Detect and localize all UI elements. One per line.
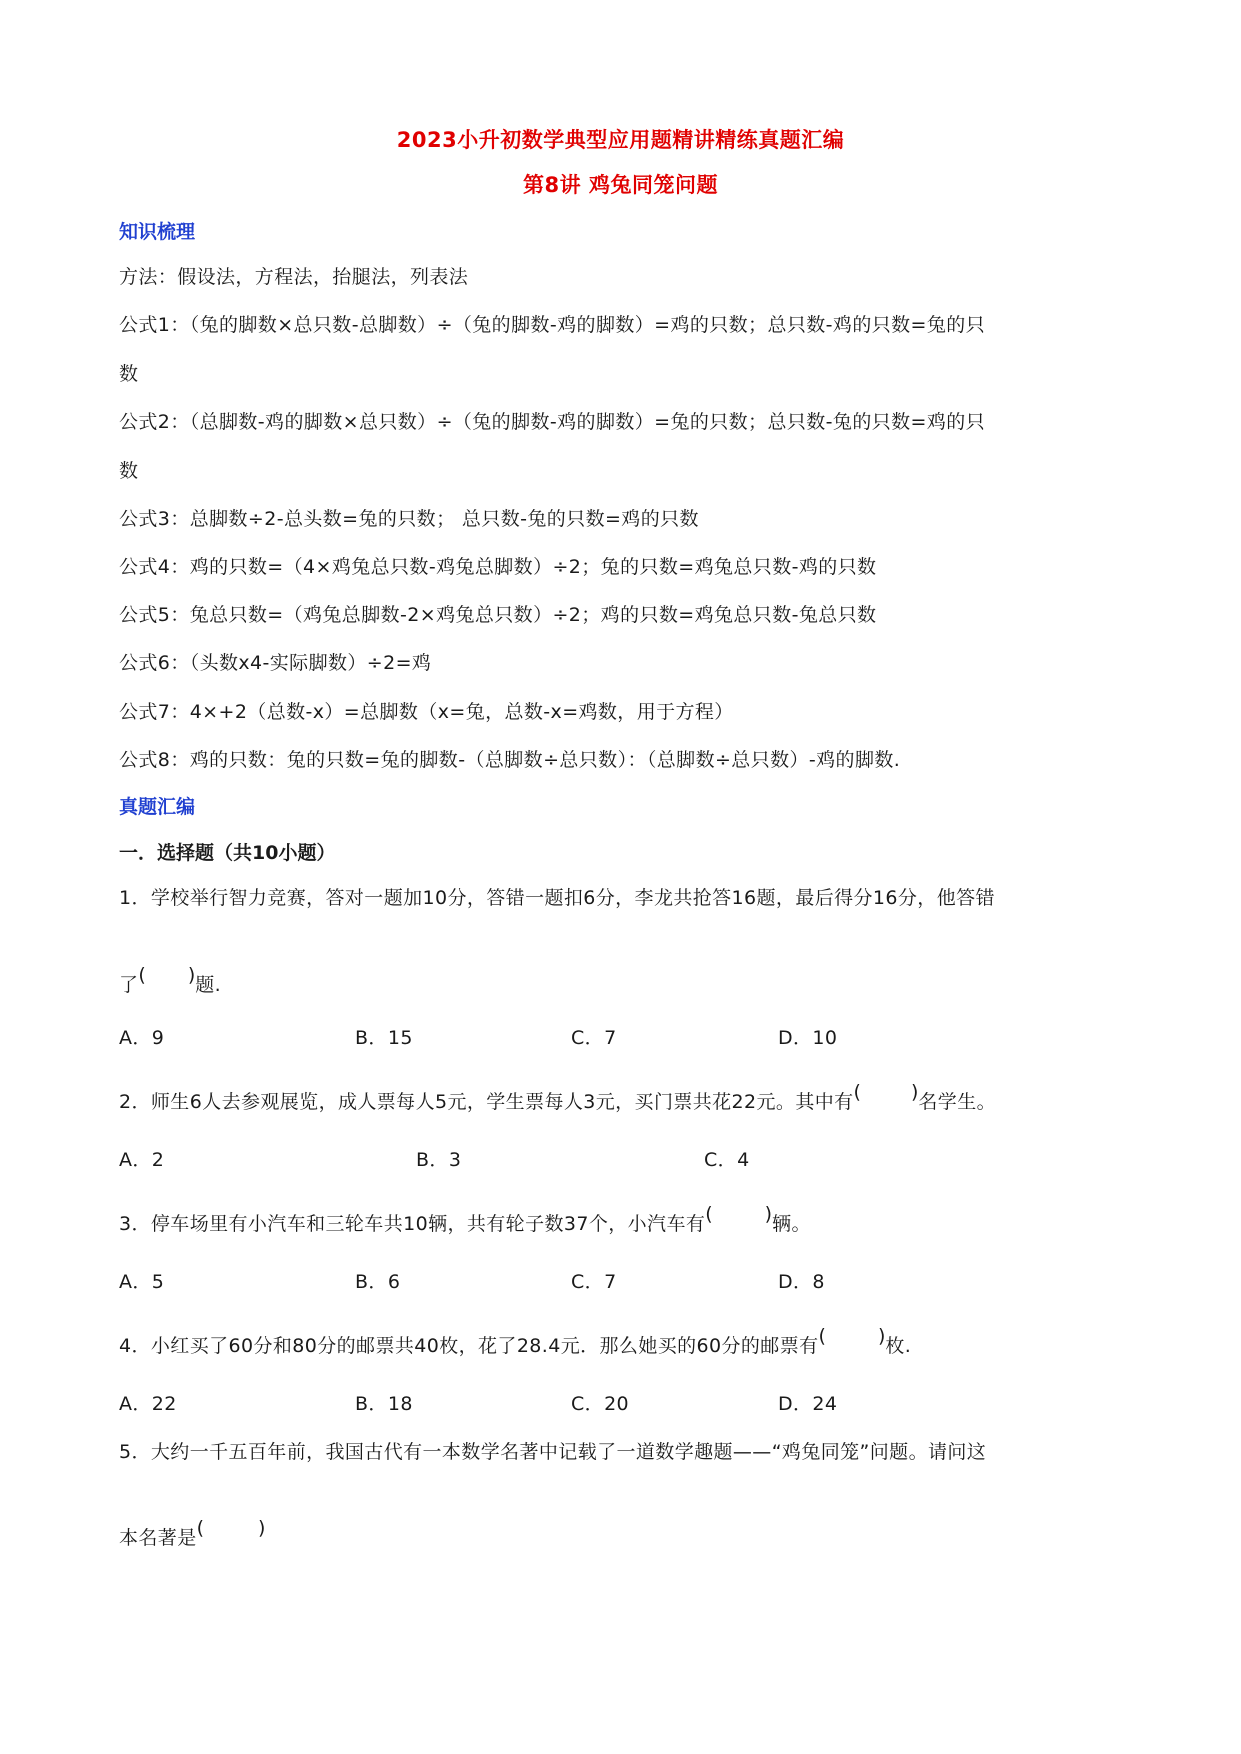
q3-option-c: C．7 [571, 1271, 617, 1293]
formula-5: 公式5：兔总只数=（鸡兔总脚数-2×鸡兔总只数）÷2；鸡的只数=鸡兔总只数-兔总只数 [119, 604, 877, 626]
knowledge-heading: 知识梳理 [119, 221, 196, 243]
question-5-text: 5．大约一千五百年前，我国古代有一本数学名著中记载了一道数学趣题——“鸡兔同笼”问题。请问这 [119, 1441, 987, 1463]
formula-1: 公式1：（兔的脚数×总只数-总脚数）÷（兔的脚数-鸡的脚数）=鸡的只数；总只数-鸡的只数=兔的只 [119, 314, 986, 336]
paren-open: ( [196, 1517, 205, 1539]
question-3-prefix: 3．停车场里有小汽车和三轮车共10辆，共有轮子数37个，小汽车有 [119, 1213, 706, 1235]
question-3-suffix: 辆。 [772, 1213, 811, 1235]
question-2-prefix: 2．师生6人去参观展览，成人票每人5元，学生票每人3元，买门票共花22元。其中有 [119, 1091, 854, 1113]
formula-1-continued: 数 [119, 363, 139, 385]
q1-option-a: A．9 [119, 1027, 165, 1049]
section-title: 一．选择题（共10小题） [119, 842, 336, 864]
question-1-text: 1．学校举行智力竞赛，答对一题加10分，答错一题扣6分，李龙共抢答16题，最后得分16分，他答错 [119, 887, 995, 909]
formula-2: 公式2：（总脚数-鸡的脚数×总只数）÷（兔的脚数-鸡的脚数）=兔的只数；总只数-兔的只数=鸡的只 [119, 411, 986, 433]
formula-7: 公式7：4×+2（总数-x）=总脚数（x=兔，总数-x=鸡数，用于方程） [119, 701, 734, 723]
formula-4: 公式4：鸡的只数=（4×鸡兔总只数-鸡兔总脚数）÷2；兔的只数=鸡兔总只数-鸡的只数 [119, 556, 877, 578]
question-4-prefix: 4．小红买了60分和80分的邮票共40枚，花了28.4元．那么她买的60分的邮票有 [119, 1335, 819, 1357]
q3-option-b: B．6 [355, 1271, 401, 1293]
answer-blank [138, 964, 195, 986]
question-5-prefix: 本名著是 [119, 1527, 197, 1549]
question-4-suffix: 枚. [885, 1335, 912, 1357]
answer-blank [854, 1081, 919, 1103]
q2-option-c: C．4 [704, 1149, 750, 1171]
paren-open: ( [138, 964, 146, 986]
paren-open: ( [818, 1325, 826, 1347]
question-4-text [119, 1325, 912, 1358]
paren-open: ( [705, 1203, 713, 1225]
answer-blank [197, 1517, 266, 1539]
q4-option-b: B．18 [355, 1393, 413, 1415]
q1-option-c: C．7 [571, 1027, 617, 1049]
q4-option-d: D．24 [778, 1393, 838, 1415]
q4-option-a: A．22 [119, 1393, 177, 1415]
exam-heading: 真题汇编 [119, 796, 196, 818]
formula-6: 公式6：（头数x4-实际脚数）÷2=鸡 [119, 652, 432, 674]
q4-option-c: C．20 [571, 1393, 630, 1415]
q2-option-b: B．3 [416, 1149, 462, 1171]
paren-close: ) [877, 1325, 886, 1347]
lecture-subtitle: 第8讲 鸡兔同笼问题 [523, 173, 718, 197]
q1-option-b: B．15 [355, 1027, 413, 1049]
question-2-suffix: 名学生。 [918, 1091, 996, 1113]
q3-option-d: D．8 [778, 1271, 825, 1293]
question-1-continued [119, 964, 222, 997]
paren-close: ) [258, 1517, 266, 1539]
answer-blank [819, 1325, 886, 1347]
paren-close: ) [764, 1203, 773, 1225]
question-5-continued [119, 1517, 266, 1550]
paren-open: ( [853, 1081, 861, 1103]
answer-blank [705, 1203, 772, 1225]
paren-close: ) [187, 964, 196, 986]
formula-3: 公式3：总脚数÷2-总头数=兔的只数； 总只数-兔的只数=鸡的只数 [119, 508, 699, 530]
q3-option-a: A．5 [119, 1271, 165, 1293]
q1-option-d: D．10 [778, 1027, 838, 1049]
q2-option-a: A．2 [119, 1149, 165, 1171]
question-3-text [119, 1203, 811, 1236]
document-title: 2023小升初数学典型应用题精讲精练真题汇编 [396, 128, 845, 152]
methods-line: 方法：假设法，方程法，抬腿法，列表法 [119, 266, 469, 288]
formula-8: 公式8：鸡的只数：兔的只数=兔的脚数-（总脚数÷总只数）：（总脚数÷总只数）-鸡的脚数. [119, 749, 901, 771]
question-1-prefix: 了 [119, 974, 139, 996]
paren-close: ) [910, 1081, 919, 1103]
question-2-text [119, 1081, 996, 1114]
question-1-suffix: 题. [195, 974, 222, 996]
formula-2-continued: 数 [119, 460, 139, 482]
